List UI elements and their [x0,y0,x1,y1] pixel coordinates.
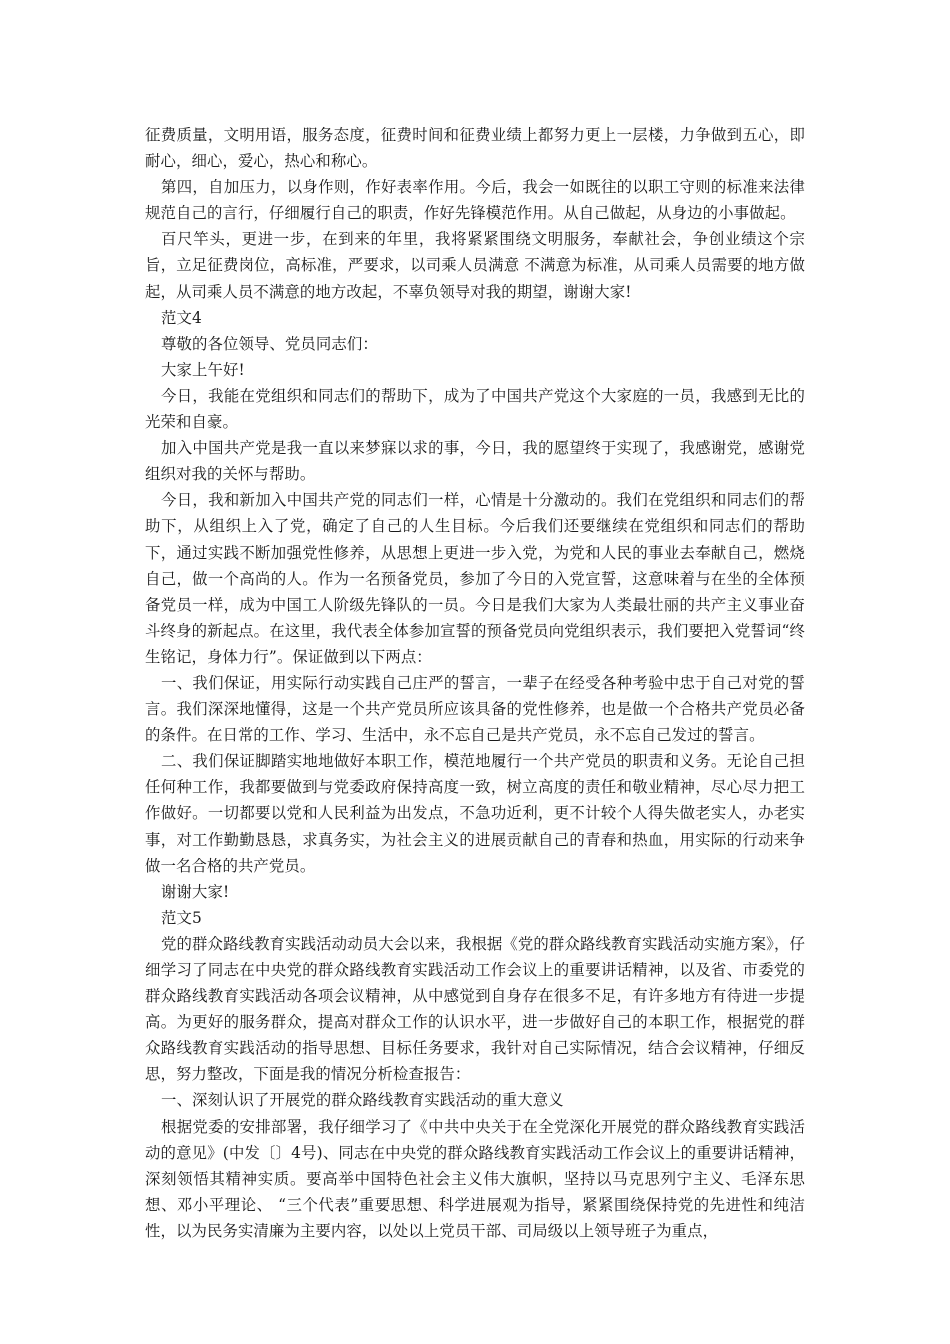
paragraph-pledge-two: 二、我们保证脚踏实地地做好本职工作，模范地履行一个共产党员的职责和义务。无论自己担任何种工作，我都要做到与党委政府保持高度一致，树立高度的责任和敬业精神，尽心尽力把工作做好。一切都要以党和人民利益为出发点，不急功近利，更不计较个人得失做老实人，办老实事，对工作勤勤恳恳，求真务实，为社会主义的进展贡献自己的青春和热血，用实际的行动来争做一名合格的共产党员。 [145,752,805,875]
section-heading-sample-4: 范文4 [161,308,202,327]
paragraph-pledge-one: 一、我们保证，用实际行动实践自己庄严的誓言，一辈子在经受各种考验中忠于自己对党的誓言。我们深深地懂得，这是一个共产党员所应该具备的党性修养，也是做一个合格共产党员必备的条件。在日常的工作、学习、生活中，永不忘自己是共产党员，永不忘自己发过的誓言。 [145,673,805,745]
salutation: 尊敬的各位领导、党员同志们： [161,334,378,353]
document-page [145,122,805,1244]
subheading-significance: 一、深刻认识了开展党的群众路线教育实践活动的重大意义 [161,1091,564,1110]
paragraph-new-members: 今日，我和新加入中国共产党的同志们一样，心情是十分激动的。我们在党组织和同志们的帮助下，从组织上入了党，确定了自己的人生目标。今后我们还要继续在党组织和同志们的帮助下，通过实践不断加强党性修养，从思想上更进一步入党，为党和人民的事业去奉献自己，燃烧自己，做一个高尚的人。作为一名预备党员，参加了今日的入党宣誓，这意味着与在坐的全体预备党员一样，成为中国工人阶级先锋队的一员。今日是我们大家为人类最壮丽的共产主义事业奋斗终身的新起点。在这里，我代表全体参加宣誓的预备党员向党组织表示，我们要把入党誓词“终生铭记，身体力行”。保证做到以下两点： [145,491,805,666]
paragraph-honor: 今日，我能在党组织和同志们的帮助下，成为了中国共产党这个大家庭的一员，我感到无比的光荣和自豪。 [145,386,805,432]
paragraph-study-details: 根据党委的安排部署，我仔细学习了《中共中央关于在全党深化开展党的群众路线教育实践活动的意见》(中发〔〕4号)、同志在中央党的群众路线教育实践活动工作会议上的重要讲话精神，深刻领悟其精神实质。要高举中国特色社会主义伟大旗帜，坚持以马克思列宁主义、毛泽东思想、邓小平理论、 “三个代表”重要思想、科学进展观为指导，紧紧围绕保持党的先进性和纯洁性，以为民务实清廉为主要内容，以处以上党员干部、司局级以上领导班子为重点， [145,1117,805,1240]
thanks-line: 谢谢大家! [161,882,230,901]
paragraph-closing-pledge: 百尺竿头，更进一步，在到来的年里，我将紧紧围绕文明服务，奉献社会，争创业绩这个宗旨，立足征费岗位，高标准，严要求，以司乘人员满意 不满意为标准，从司乘人员需要的地方做起，从司乘人员不满意的地方改起，不辜负领导对我的期望，谢谢大家! [145,230,805,301]
paragraph-continuation: 征费质量，文明用语，服务态度，征费时间和征费业绩上都努力更上一层楼，力争做到五心，即耐心，细心，爱心，热心和称心。 [145,126,805,171]
paragraph-report-intro: 党的群众路线教育实践活动动员大会以来，我根据《党的群众路线教育实践活动实施方案》，仔细学习了同志在中央党的群众路线教育实践活动工作会议上的重要讲话精神，以及省、市委党的群众路线教育实践活动各项会议精神，从中感觉到自身存在很多不足，有许多地方有待进一步提高。为更好的服务群众，提高对群众工作的认识水平，进一步做好自己的本职工作，根据党的群众路线教育实践活动的指导思想、目标任务要求，我针对自己实际情况，结合会议精神，仔细反思，努力整改，下面是我的情况分析检查报告： [145,934,805,1084]
greeting: 大家上午好! [161,360,245,379]
paragraph-fourth-point: 第四，自加压力，以身作则，作好表率作用。今后，我会一如既往的以职工守则的标准来法律规范自己的言行，仔细履行自己的职责，作好先锋模范作用。从自己做起，从身边的小事做起。 [145,178,805,223]
paragraph-wish-fulfilled: 加入中国共产党是我一直以来梦寐以求的事，今日，我的愿望终于实现了，我感谢党，感谢党组织对我的关怀与帮助。 [145,439,805,484]
section-heading-sample-5: 范文5 [161,908,202,927]
